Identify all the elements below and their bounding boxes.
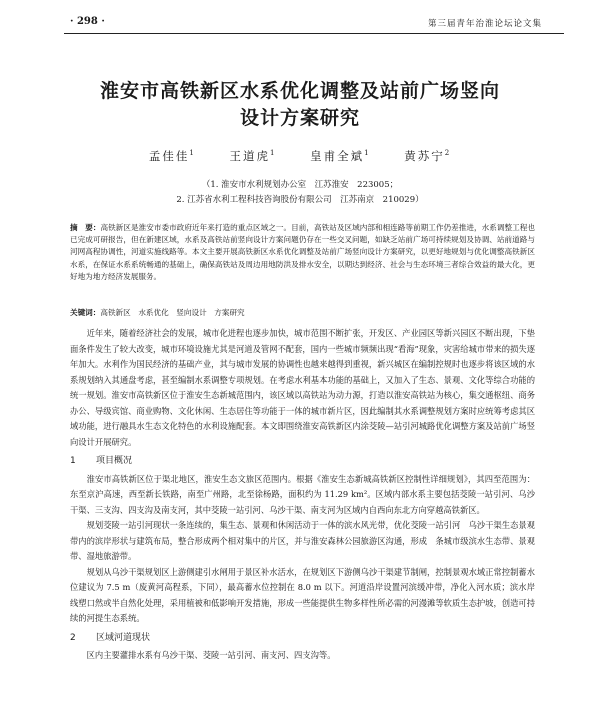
author: 皇甫全斌$^1$ xyxy=(310,149,371,163)
paragraph: 淮安市高铁新区位于渠北地区，淮安生态文旅区范围内。根据《淮安生态新城高铁新区控制性详细规划》，其四至范围为：东至京沪高速，西至新长铁路，南至广州路，北至徐杨路，面积约为 11.29 km²。区域内部水系主要包括茭陵一站引河、乌沙干渠、三支沟、四支沟及南支河，其中茭陵一站引河、乌沙干渠、南支河为区域内自西向东北方向穿越高铁新区。 xyxy=(70,473,535,515)
title-line-2: 设计方案研究 xyxy=(239,107,360,129)
keywords xyxy=(70,307,535,319)
section-heading: 1 项目概况 xyxy=(70,456,133,466)
author: 黄苏宁$^2$ xyxy=(404,149,452,163)
paper-title xyxy=(60,78,540,132)
body-text xyxy=(70,326,535,664)
author: 王道虎$^1$ xyxy=(229,149,277,163)
section-heading: 2 区域河道现状 xyxy=(70,632,151,643)
page-header xyxy=(70,12,560,32)
keywords-text: 高铁新区 水系优化 竖向设计 方案研究 xyxy=(100,308,245,317)
page-number: · 298 · xyxy=(70,16,105,27)
intro-paragraph: 近年来，随着经济社会的发展，城市化进程也逐步加快，城市范围不断扩张，开发区、产业园区等新兴园区不断出现，下垫面条件发生了较大改变，城市环境设施尤其是河道及管网不配套，国内一些城市频频出现“看海”现象，灾害给城市带来的损失逐年加大。水利作为国民经济的基础产业，其与城市发展的协调性也越来越得到重视，新兴城区在编制控规时也逐步将该区域的水系规划纳入其通盘考虑，甚至编制水系调整专项规划。在考虑水利基本功能的基础上，又加入了生态、景观、文化等综合功能的统一规划。淮安市高铁新区位于淮安生态新城范围内，该区域以高铁站为动力源，打造以淮安高铁站为核心，集交通枢纽、商务办公、导级宾馆、商业购物、文化休闲、生态居住等功能于一体的城市新片区，因此编制其水系调整规划方案时应统筹考虑其区域功能，进行融具水生态文化特色的水利设施配套。本文即围绕淮安高铁新区内涂茭陵—站引河城路优化调整方案及站前广场竖向设计开展研究。 xyxy=(70,328,535,447)
affiliation-2: 2. 江苏省水利工程科技咨询股份有限公司 江苏南京 210029） xyxy=(176,195,424,205)
paragraph: 区内主要灌排水系有乌沙干渠、茭陵一站引河、南支河、四支沟等。 xyxy=(86,650,336,660)
abstract xyxy=(70,222,535,283)
running-title: 第三届青年治淮论坛论文集 xyxy=(427,19,542,29)
paragraph: 规划从乌沙干渠规划区上游侧建引水闸用于景区补水活水，在规划区下游侧乌沙干渠建节制闸，控制景观水域正常控制蓄水位建议为 7.5 m（废黄河高程系，下同），最高蓄水位控制在 8.0 m 以下。河道沿岸设置河滨缓冲带，净化入河水质；滨水岸线塑口然或半自然化处理，采用植被和低影响开发措施，形成一些能提供生物多样性所必需的河漫滩等软质生态护坡，创造可持续的河提生态系统。 xyxy=(70,566,535,623)
keywords-label: 关键词： xyxy=(70,308,101,317)
paragraph: 规划茭陵一站引河现状一条连续的，集生态、景观和休闲活动于一体的滨水风光带，优化茭陵一站引河 乌沙干渠生态景观带内的滨岸形状与建筑布局，整合形成两个相对集中的片区，并与淮安森林公园旅游区沟通，形成 条城市级滨水生态带、景观带、湿地旅游带。 xyxy=(70,520,535,561)
title-line-1: 淮安市高铁新区水系优化调整及站前广场竖向 xyxy=(99,80,500,102)
abstract-text: 高铁新区是淮安市委市政府近年来打造的重点区域之一。目前，高铁站及区域内部和相连路等前期工作仍差推进，水系调整工程也已完成可研报告，但在新建区域，水系及高铁站前竖向设计方案问题仍存在一些交叉问题，如缺乏站前广场可持续规划及协调、站前道路与河网高程协调性，河道实施线路等。本文主要开展高铁新区水系优化调整及站前广场竖向设计方案研究，以更好地规划与优化调整高铁新区水系，在保证水系系统畅通的基础上，确保高铁站及周边用地防洪及排水安全，以期达到经济、社会与生态环境三者综合效益的最大化，更好地为地方经济发展服务。 xyxy=(70,223,535,281)
abstract-label: 摘 要： xyxy=(70,223,101,232)
header-rule xyxy=(64,33,564,34)
author: 孟佳佳$^1$ xyxy=(148,149,196,163)
affiliation-1: （1. 淮安市水利规划办公室 江苏淮安 223005； xyxy=(201,180,399,190)
author-list xyxy=(60,148,540,164)
affiliations xyxy=(70,178,530,208)
